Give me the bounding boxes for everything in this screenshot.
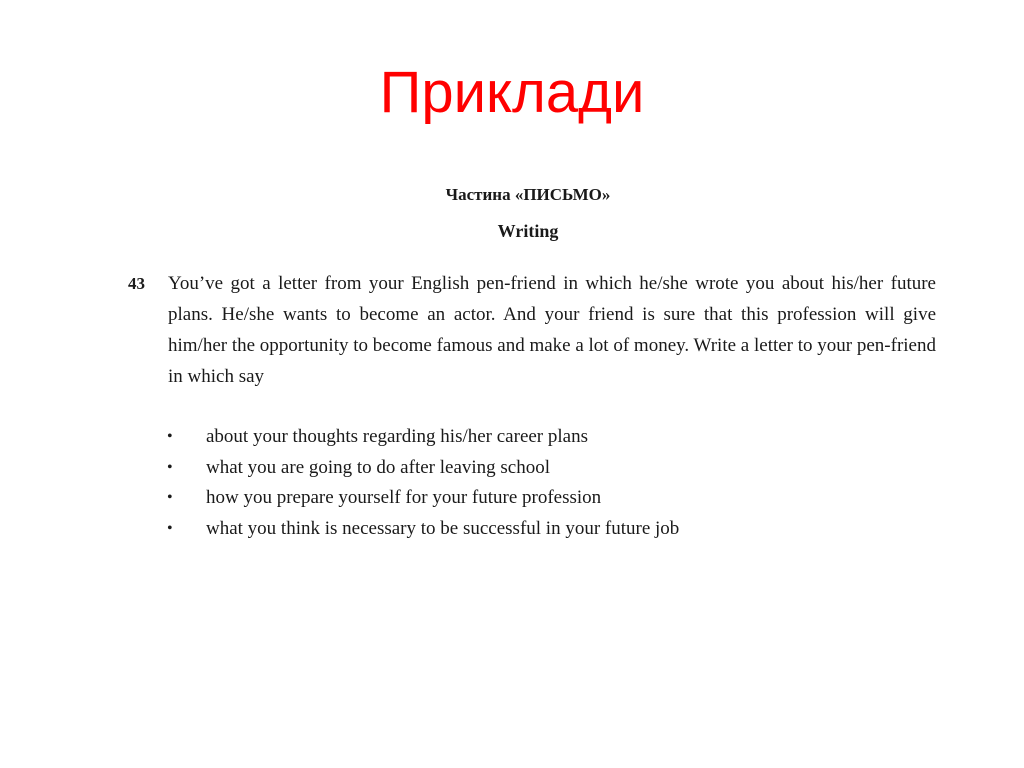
bullet-item <box>126 453 936 484</box>
bullet-text: how you prepare yourself for your future profession <box>206 487 602 508</box>
bullet-text: about your thoughts regarding his/her career plans <box>206 426 588 447</box>
bullet-icon: • <box>167 458 173 476</box>
task-43 <box>126 268 936 544</box>
bullet-item <box>126 514 936 545</box>
bullet-item <box>126 483 936 514</box>
task-text: You’ve got a letter from your English pen-friend in which he/she wrote you about his/her future plans. He/she wants to become an actor. And your friend is sure that this profession will give him/her the opportunity to become famous and make a lot of money. Write a letter to your pen-friend in which say <box>168 273 936 387</box>
bullet-icon: • <box>167 428 173 445</box>
slide-title: Приклади <box>379 60 645 125</box>
task-bullet-list <box>126 422 936 544</box>
bullet-icon: • <box>167 519 173 537</box>
part-heading: Частина «ПИСЬМО» <box>445 185 611 204</box>
bullet-item <box>126 422 936 453</box>
bullet-text: what you are going to do after leaving school <box>206 456 551 478</box>
task-number: 43 <box>128 274 145 293</box>
bullet-icon: • <box>167 489 173 506</box>
bullet-text: what you think is necessary to be successful in your future job <box>206 517 680 539</box>
part-subheading: Writing <box>497 221 559 241</box>
scanned-exam-excerpt <box>126 180 936 544</box>
